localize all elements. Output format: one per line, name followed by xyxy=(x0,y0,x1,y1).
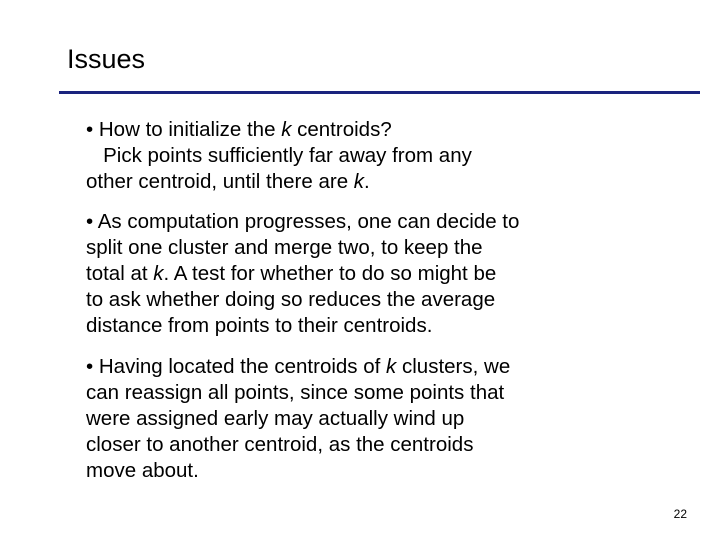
italic-variable: k xyxy=(353,170,365,193)
text-run: other centroid, until there are xyxy=(86,170,354,193)
text-line xyxy=(86,235,686,261)
text-run: to ask whether doing so reduces the average xyxy=(86,288,496,311)
text-line xyxy=(86,117,686,143)
text-run: move about. xyxy=(86,459,199,482)
bullet-split-merge-clusters xyxy=(86,209,686,339)
text-line xyxy=(86,313,686,339)
page-number: 22 xyxy=(673,507,687,521)
text-line xyxy=(86,143,686,169)
text-line xyxy=(86,354,686,380)
text-line xyxy=(86,209,686,235)
title-divider xyxy=(59,91,700,94)
text-run: closer to another centroid, as the centroids xyxy=(86,433,474,456)
text-line xyxy=(86,380,686,406)
text-line xyxy=(86,432,686,458)
bullet-initialize-centroids xyxy=(86,117,686,195)
text-line xyxy=(86,169,686,195)
text-run: . xyxy=(364,170,370,193)
text-line xyxy=(86,287,686,313)
text-run: . A test for whether to do so might be xyxy=(163,262,497,285)
text-run: centroids? xyxy=(291,118,392,141)
text-run: can reassign all points, since some points that xyxy=(86,381,505,404)
text-run: • Having located the centroids of xyxy=(86,355,387,378)
text-line xyxy=(86,458,686,484)
text-run: distance from points to their centroids. xyxy=(86,314,433,337)
text-run: clusters, we xyxy=(396,355,511,378)
text-run: were assigned early may actually wind up xyxy=(86,407,465,430)
text-line xyxy=(86,406,686,432)
italic-variable: k xyxy=(386,355,397,378)
italic-variable: k xyxy=(153,262,164,285)
text-run: split one cluster and merge two, to keep the xyxy=(86,236,483,259)
text-run: • As computation progresses, one can decide to xyxy=(86,210,520,233)
text-run: Pick points sufficiently far away from any xyxy=(86,144,472,167)
text-run: • How to initialize the xyxy=(86,118,282,141)
text-run: total at xyxy=(86,262,154,285)
text-line xyxy=(86,261,686,287)
italic-variable: k xyxy=(281,118,292,141)
slide-title: Issues xyxy=(67,44,146,74)
bullet-reassign-points xyxy=(86,354,686,484)
